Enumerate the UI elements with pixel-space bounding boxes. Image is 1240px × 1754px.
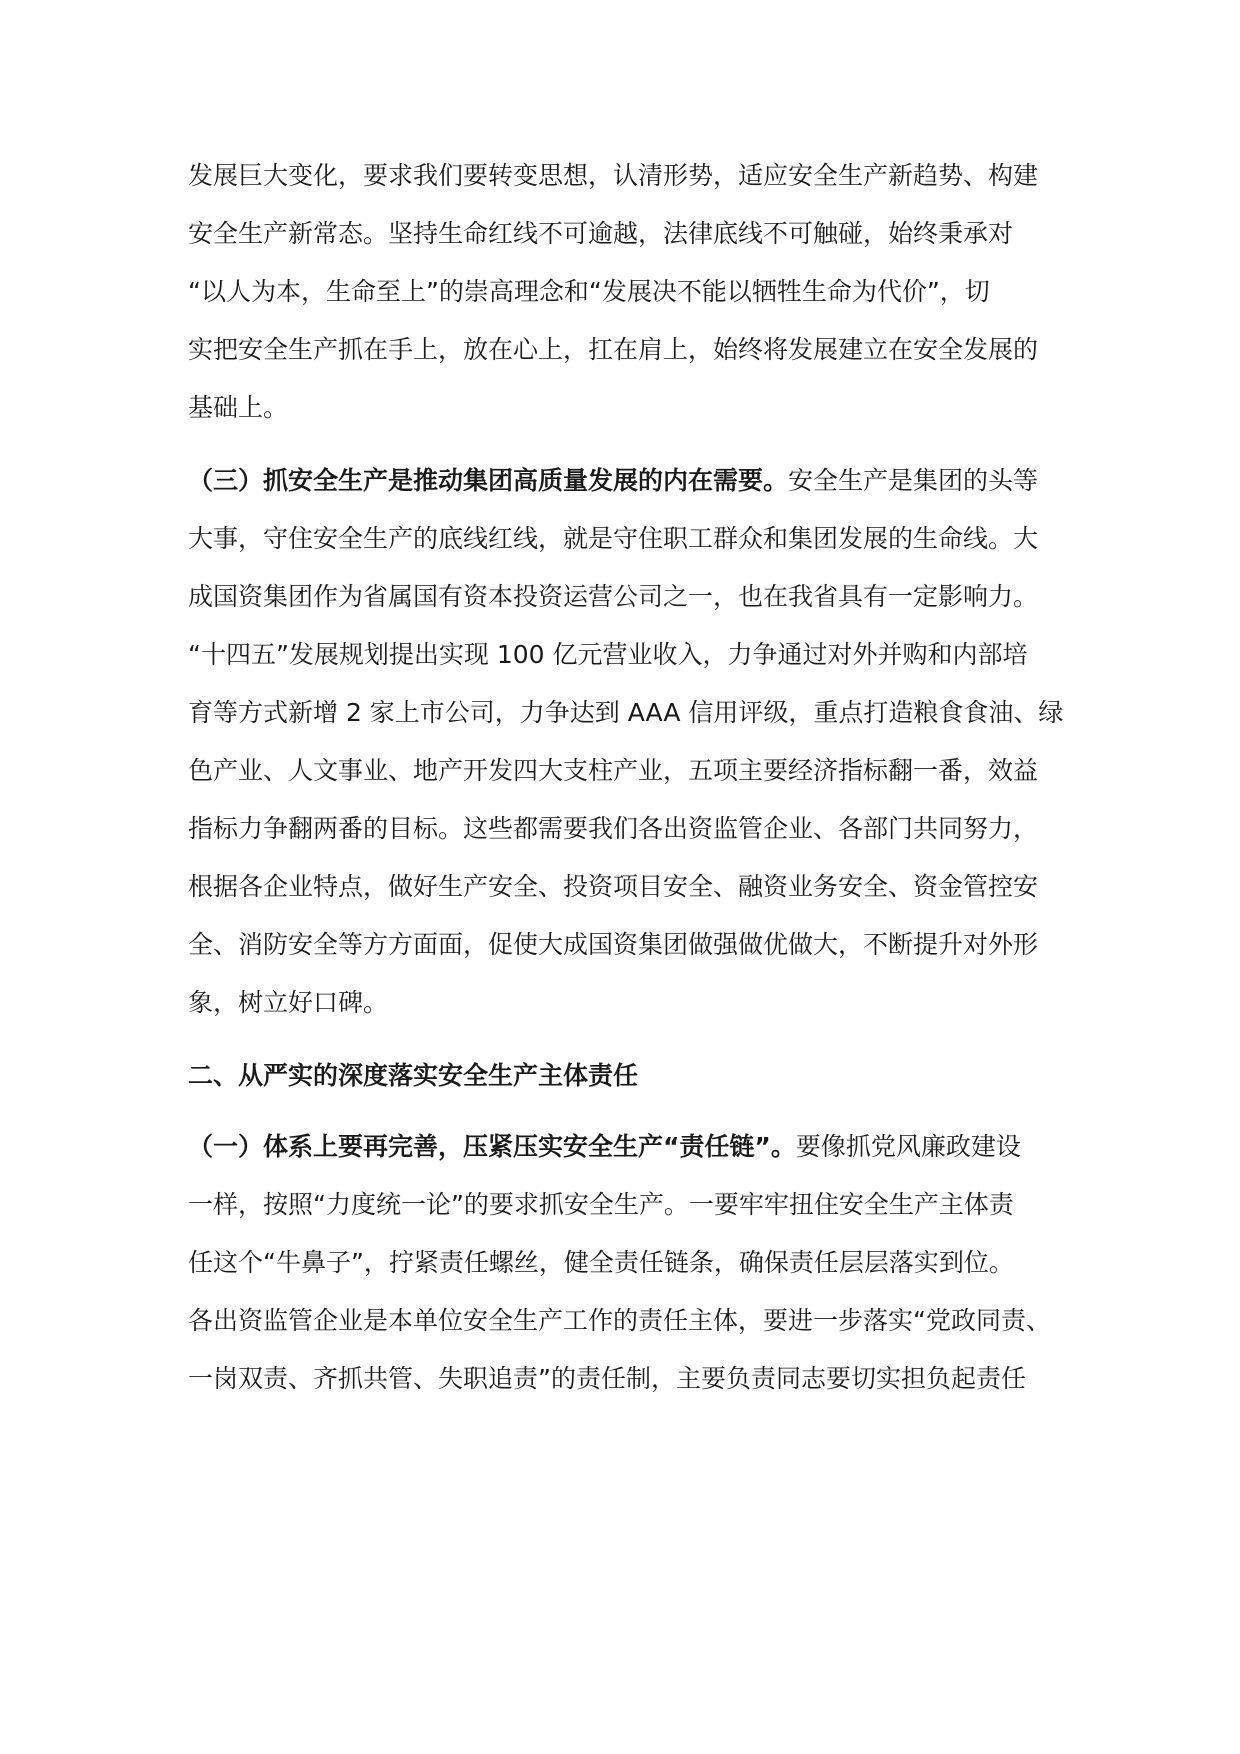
paragraph-line: 全、消防安全等方方面面，促使大成国资集团做强做优做大，不断提升对外形	[188, 930, 1039, 959]
paragraph-text: 安全生产是集团的头等	[788, 466, 1039, 495]
paragraph-line: “以人为本，生命至上”的崇高理念和“发展决不能以牺牲生命为代价”，切	[188, 277, 990, 306]
paragraph-line: 色产业、人文事业、地产开发四大支柱产业，五项主要经济指标翻一番，效益	[188, 756, 1039, 785]
paragraph-line: 各出资监管企业是本单位安全生产工作的责任主体，要进一步落实“党政同责、	[188, 1306, 1051, 1335]
section-heading: 二、从严实的深度落实安全生产主体责任	[188, 1061, 639, 1090]
paragraph-line: 基础上。	[188, 393, 289, 422]
paragraph-line: 安全生产新常态。坚持生命红线不可逾越，法律底线不可触碰，始终秉承对	[188, 219, 1014, 248]
paragraph-line: 成国资集团作为省属国有资本投资运营公司之一，也在我省具有一定影响力。	[188, 582, 1039, 611]
paragraph-lead: （一）体系上要再完善，压紧压实安全生产“责任链”。	[188, 1132, 796, 1161]
paragraph-line: 一岗双责、齐抓共管、失职追责”的责任制，主要负责同志要切实担负起责任	[188, 1364, 1026, 1393]
paragraph-line: 根据各企业特点，做好生产安全、投资项目安全、融资业务安全、资金管控安	[188, 872, 1039, 901]
paragraph-line: 实把安全生产抓在手上，放在心上，扛在肩上，始终将发展建立在安全发展的	[188, 335, 1039, 364]
paragraph-text: 要像抓党风廉政建设	[795, 1132, 1021, 1161]
paragraph-line: 象，树立好口碑。	[188, 988, 389, 1017]
paragraph-line	[188, 461, 1068, 501]
paragraph-line: 大事，守住安全生产的底线红线，就是守住职工群众和集团发展的生命线。大	[188, 524, 1039, 553]
paragraph-line: 指标力争翻两番的目标。这些都需要我们各出资监管企业、各部门共同努力，	[188, 814, 1039, 843]
paragraph-line: “十四五”发展规划提出实现 100 亿元营业收入，力争通过对外并购和内部培	[188, 640, 1028, 669]
paragraph-line	[188, 1127, 1068, 1167]
paragraph-line: 发展巨大变化，要求我们要转变思想，认清形势，适应安全生产新趋势、构建	[188, 161, 1039, 190]
paragraph-lead: （三）抓安全生产是推动集团高质量发展的内在需要。	[188, 466, 789, 495]
paragraph-line: 任这个“牛鼻子”，拧紧责任螺丝，健全责任链条，确保责任层层落实到位。	[188, 1248, 1014, 1277]
paragraph-line: 一样，按照“力度统一论”的要求抓安全生产。一要牢牢扭住安全生产主体责	[188, 1190, 1014, 1219]
paragraph-line: 育等方式新增 2 家上市公司，力争达到 AAA 信用评级，重点打造粮食食油、绿	[188, 698, 1064, 727]
